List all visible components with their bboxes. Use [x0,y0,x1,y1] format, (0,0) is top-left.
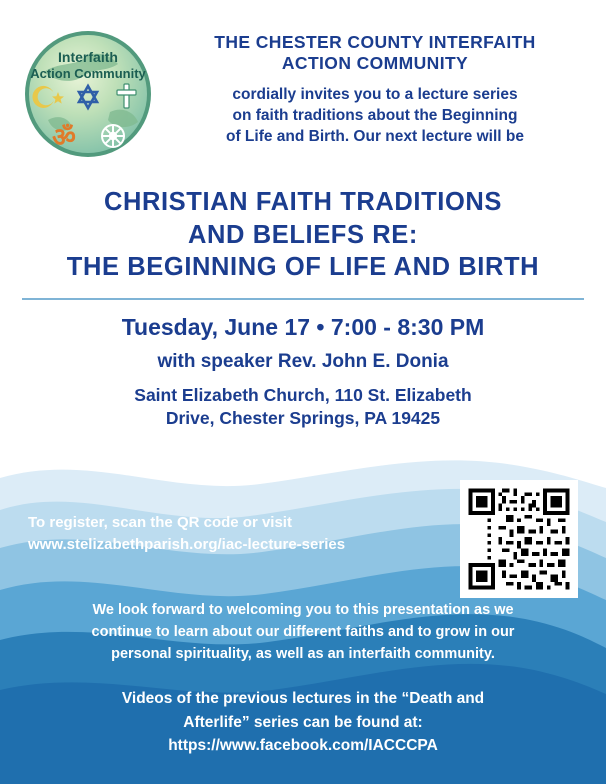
event-details [0,300,606,430]
qr-code-container [460,478,584,598]
event-datetime: Tuesday, June 17 • 7:00 - 8:30 PM [121,313,485,340]
videos-facebook-url[interactable]: https://www.facebook.com/IACCCPA [168,736,438,754]
logo-container [14,14,166,168]
closing-section [0,600,606,757]
registration-line1: To register, scan the QR code or visit [28,514,292,531]
qr-code-icon[interactable] [460,480,578,598]
closing-line2: continue to learn about our different faiths and to grow in our [91,623,515,640]
lecture-title-line1: CHRISTIAN FAITH TRADITIONS [103,188,503,216]
closing-line3: personal spirituality, as well as an interfaith community. [111,645,495,662]
organization-name-line2: ACTION COMMUNITY [281,53,469,74]
videos-paragraph [38,687,568,757]
videos-line2: Afterlife” series can be found at: [183,713,423,731]
videos-line1: Videos of the previous lectures in the “Death and [121,690,485,708]
event-address-line2: Drive, Chester Springs, PA 19425 [165,408,441,429]
invitation-line2: on faith traditions about the Beginning [232,107,518,125]
logo-title-line1: Interfaith [58,49,118,65]
event-speaker: with speaker Rev. John E. Donia [157,351,449,373]
svg-text:ॐ: ॐ [52,123,76,153]
lecture-title [0,186,606,284]
header-text [166,14,588,148]
invitation-line3: of Life and Birth. Our next lecture will be [226,128,524,146]
invitation-text [166,84,584,148]
invitation-line1: cordially invites you to a lecture series [232,85,518,103]
closing-paragraph [38,600,568,665]
organization-name [166,32,584,75]
event-address-line1: Saint Elizabeth Church, 110 St. Elizabeth [134,385,472,406]
lecture-title-line2: AND BELIEFS RE: [187,220,418,249]
lecture-title-line3: THE BEGINNING OF LIFE AND BIRTH [66,253,540,282]
registration-url[interactable]: www.stelizabethparish.org/iac-lecture-series [28,535,346,553]
logo-title-line2: Action Community [30,66,146,81]
closing-line1: We look forward to welcoming you to this presentation as we [92,602,514,618]
organization-name-line1: THE CHESTER COUNTY INTERFAITH [214,32,536,52]
registration-text [28,478,460,556]
dharma-wheel-icon [102,125,124,147]
header [0,0,606,168]
registration-section [0,478,606,598]
interfaith-action-community-logo [14,20,162,168]
event-address [26,384,580,430]
om-icon [52,123,76,153]
